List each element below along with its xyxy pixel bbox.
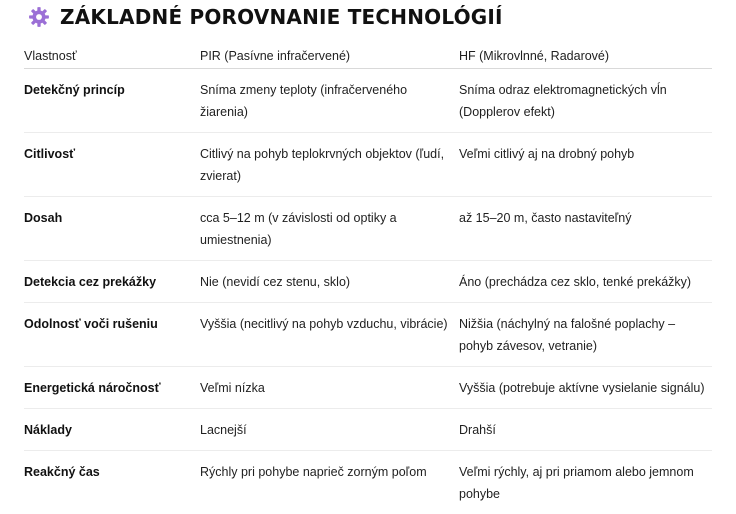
table-row: [24, 303, 712, 367]
table-header-row: [24, 44, 712, 69]
table-row: [24, 197, 712, 261]
row-hf-value: Sníma odraz elektromagnetických vĺn (Dopplerov efekt): [459, 69, 712, 133]
table-row: [24, 261, 712, 303]
table-row: [24, 133, 712, 197]
table-row: [24, 367, 712, 409]
table-row: [24, 409, 712, 451]
row-property: Detekcia cez prekážky: [24, 261, 200, 303]
row-property: Reakčný čas: [24, 451, 200, 514]
section-heading: [28, 4, 503, 30]
header-hf: HF (Mikrovlnné, Radarové): [459, 44, 712, 69]
table-row: [24, 451, 712, 514]
row-property: Citlivosť: [24, 133, 200, 197]
row-hf-value: Veľmi citlivý aj na drobný pohyb: [459, 133, 712, 197]
row-property: Energetická náročnosť: [24, 367, 200, 409]
row-pir-value: Lacnejší: [200, 409, 459, 451]
table-row: [24, 69, 712, 133]
row-hf-value: Veľmi rýchly, aj pri priamom alebo jemnom pohybe: [459, 451, 712, 514]
row-hf-value: Drahší: [459, 409, 712, 451]
row-pir-value: Veľmi nízka: [200, 367, 459, 409]
row-pir-value: Sníma zmeny teploty (infračerveného žiarenia): [200, 69, 459, 133]
row-pir-value: Citlivý na pohyb teplokrvných objektov (ľudí, zvierat): [200, 133, 459, 197]
row-property: Detekčný princíp: [24, 69, 200, 133]
row-hf-value: Áno (prechádza cez sklo, tenké prekážky): [459, 261, 712, 303]
row-pir-value: Nie (nevidí cez stenu, sklo): [200, 261, 459, 303]
row-pir-value: Rýchly pri pohybe naprieč zorným poľom: [200, 451, 459, 514]
row-property: Náklady: [24, 409, 200, 451]
row-property: Dosah: [24, 197, 200, 261]
page-title: ZÁKLADNÉ POROVNANIE TECHNOLÓGIÍ: [60, 5, 503, 29]
comparison-table: [24, 44, 712, 514]
header-property: Vlastnosť: [24, 44, 200, 69]
row-property: Odolnosť voči rušeniu: [24, 303, 200, 367]
row-pir-value: Vyššia (necitlivý na pohyb vzduchu, vibrácie): [200, 303, 459, 367]
row-pir-value: cca 5–12 m (v závislosti od optiky a umiestnenia): [200, 197, 459, 261]
gear-icon: [28, 6, 50, 28]
header-pir: PIR (Pasívne infračervené): [200, 44, 459, 69]
row-hf-value: Nižšia (náchylný na falošné poplachy – pohyb závesov, vetranie): [459, 303, 712, 367]
row-hf-value: až 15–20 m, často nastaviteľný: [459, 197, 712, 261]
row-hf-value: Vyššia (potrebuje aktívne vysielanie signálu): [459, 367, 712, 409]
